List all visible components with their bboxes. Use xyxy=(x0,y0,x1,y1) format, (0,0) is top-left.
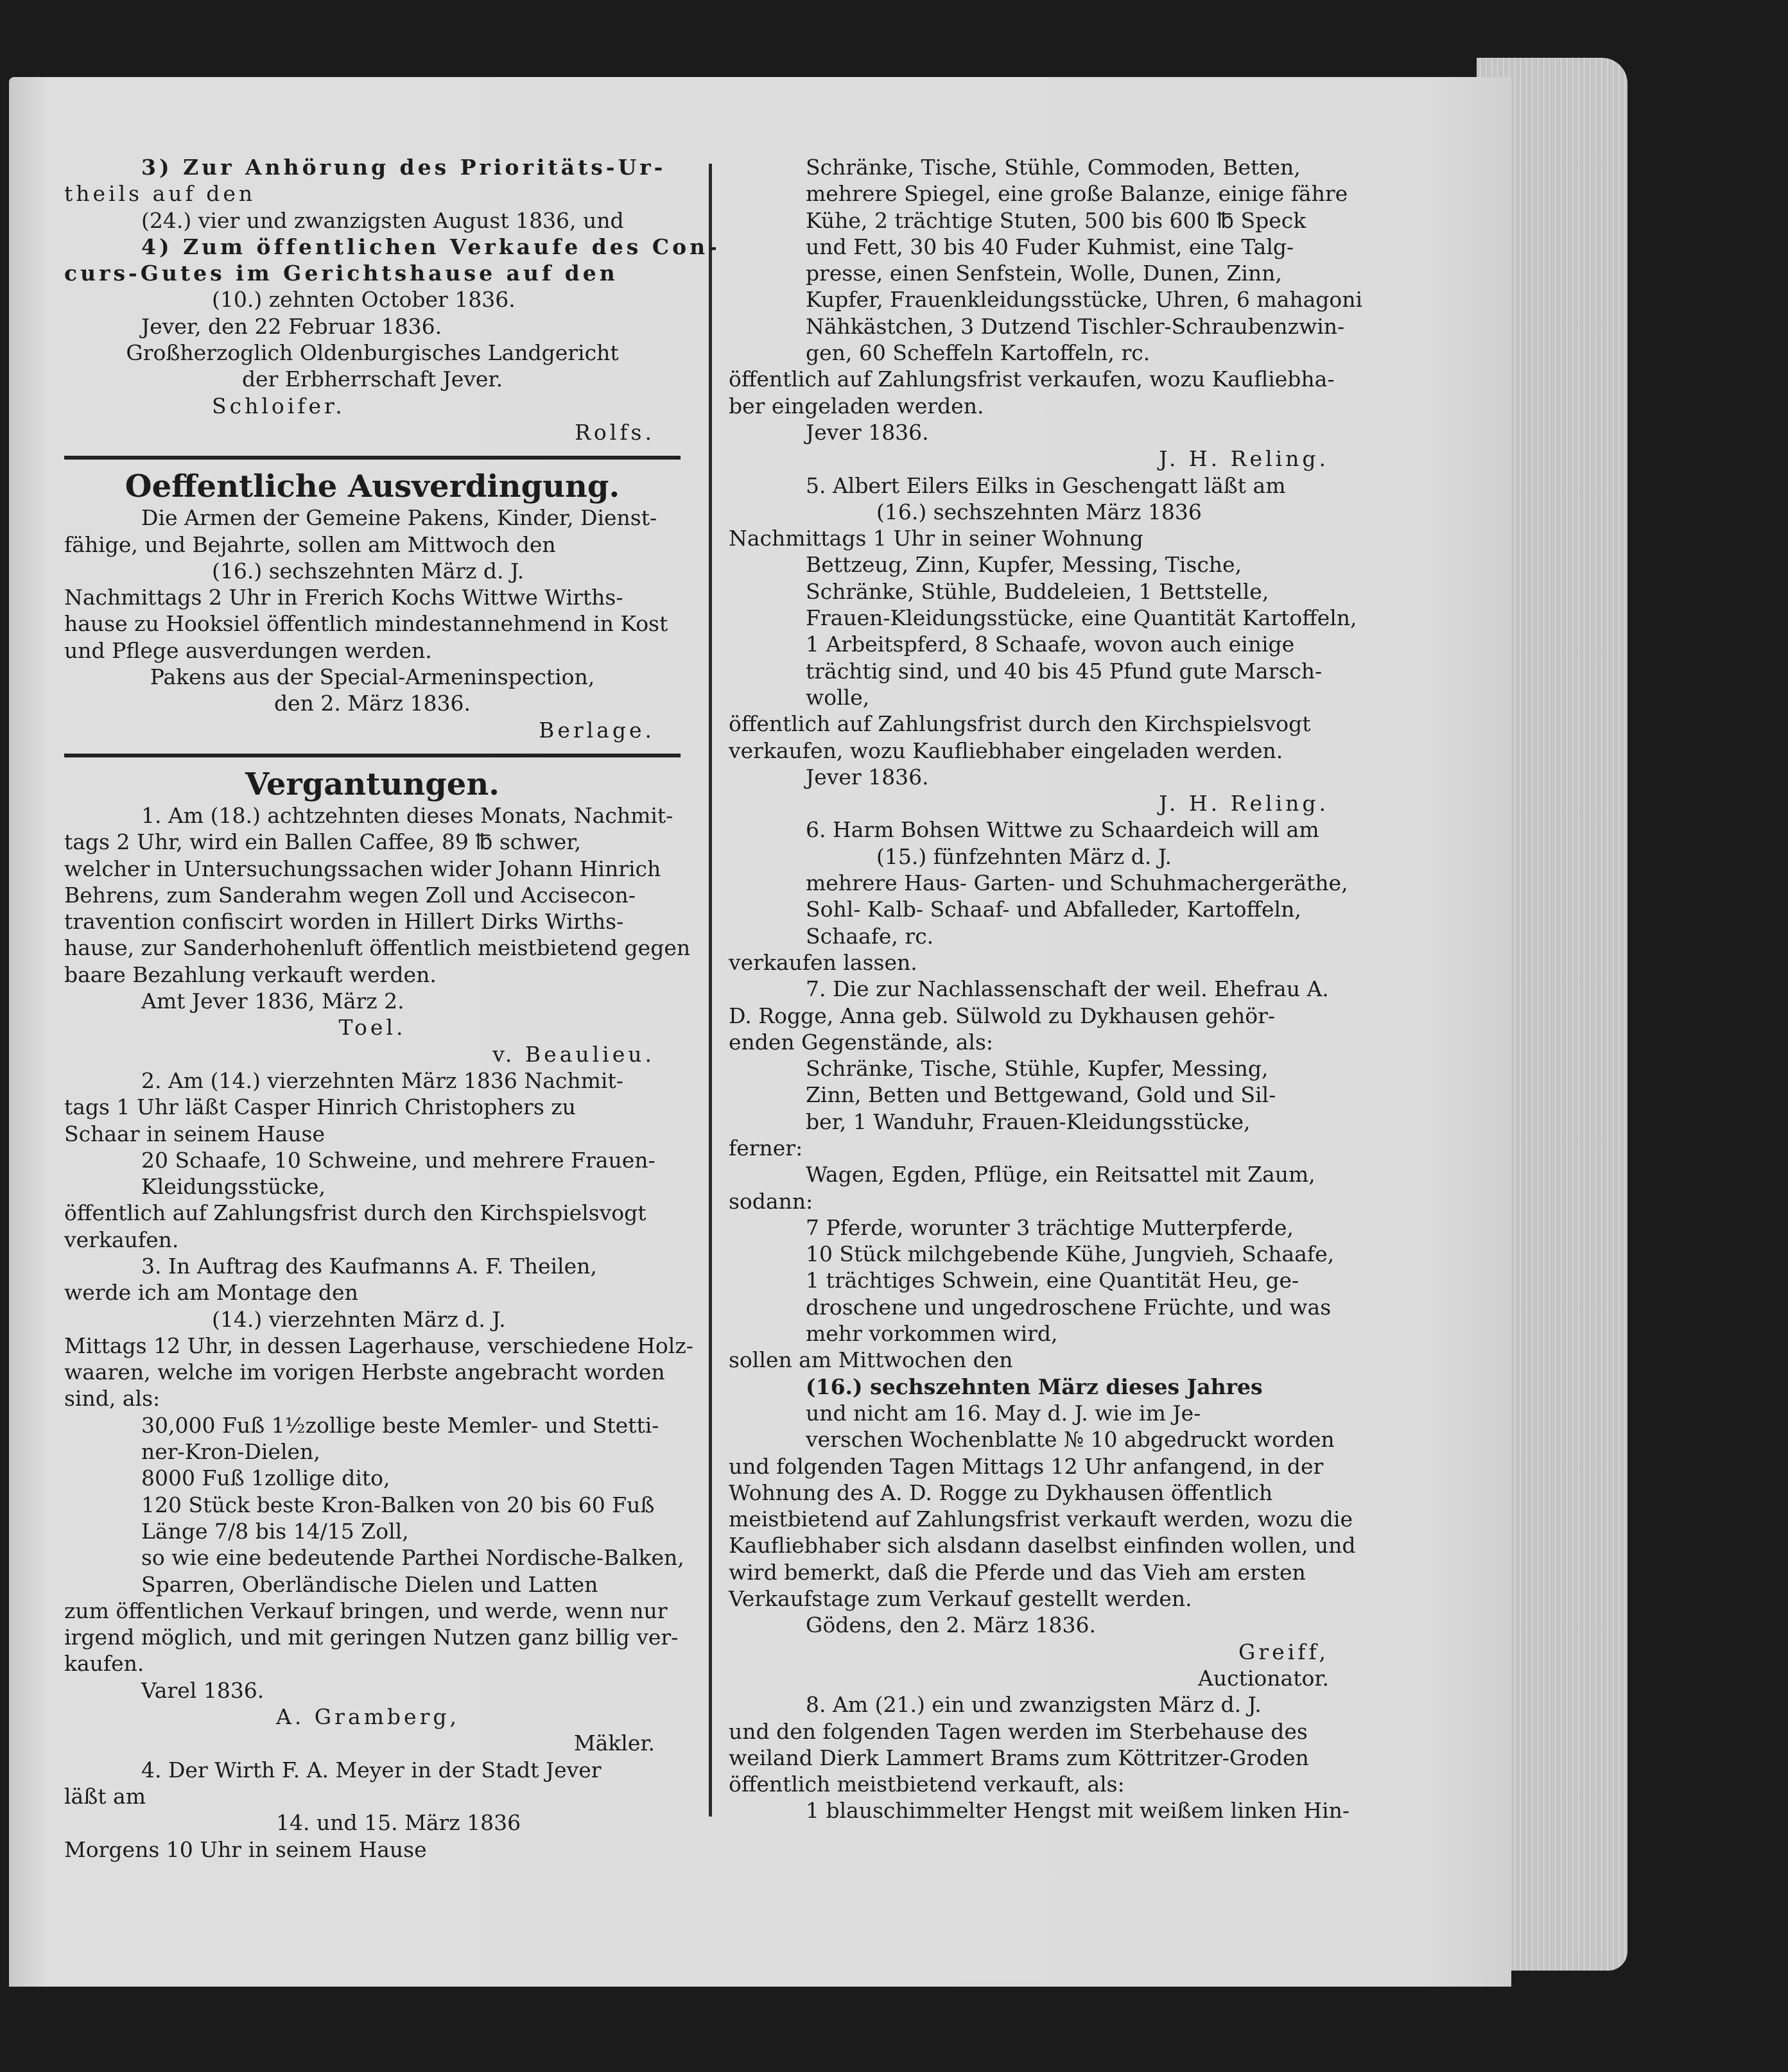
text-line: verschen Wochenblatte № 10 abgedruckt worden xyxy=(806,1427,1335,1453)
text-line: und Fett, 30 bis 40 Fuder Kuhmist, eine Talg- xyxy=(806,234,1294,259)
text-line: Sohl- Kalb- Schaaf- und Abfalleder, Kartoffeln, xyxy=(806,897,1301,922)
text-line: (16.) sechszehnten März d. J. xyxy=(212,558,525,583)
text-line: sodann: xyxy=(729,1188,813,1214)
text-line: Sparren, Oberländische Dielen und Latten xyxy=(141,1571,598,1597)
text-line: irgend möglich, und mit geringen Nutzen ganz billig ver- xyxy=(64,1625,679,1650)
text-line: Gödens, den 2. März 1836. xyxy=(806,1612,1097,1638)
text-line: der Erbherrschaft Jever. xyxy=(241,367,503,392)
text-line: (15.) fünfzehnten März d. J. xyxy=(876,843,1172,869)
text-line: Schaar in seinem Hause xyxy=(64,1121,325,1146)
text-line: Nachmittags 1 Uhr in seiner Wohnung xyxy=(729,526,1143,551)
text-line: Jever, den 22 Februar 1836. xyxy=(141,313,442,339)
text-line: mehr vorkommen wird, xyxy=(806,1321,1058,1347)
text-line: und nicht am 16. May d. J. wie im Je- xyxy=(806,1400,1201,1426)
text-line: Frauen-Kleidungsstücke, eine Quantität Kartoffeln, xyxy=(806,605,1357,631)
signature: Schloifer. xyxy=(212,393,345,419)
text-line: 3. In Auftrag des Kaufmanns A. F. Theilen, xyxy=(141,1253,597,1279)
text-line: droschene und ungedroschene Früchte, und was xyxy=(806,1294,1332,1320)
text-line: 8. Am (21.) ein und zwanzigsten März d. J. xyxy=(806,1692,1262,1718)
text-line: zum öffentlichen Verkauf bringen, und werde, wenn nur xyxy=(64,1598,668,1623)
text-line: weiland Dierk Lammert Brams zum Köttritzer-Groden xyxy=(729,1745,1309,1770)
text-line: und folgenden Tagen Mittags 12 Uhr anfangend, in der xyxy=(729,1453,1324,1479)
text-line: mehrere Spiegel, eine große Balanze, einige fähre xyxy=(806,181,1348,207)
text-line: enden Gegenstände, als: xyxy=(729,1029,994,1055)
signature: Auctionator. xyxy=(1198,1665,1329,1691)
text-line: tags 1 Uhr läßt Casper Hinrich Christophers zu xyxy=(64,1094,576,1120)
signature: Toel. xyxy=(338,1015,406,1040)
text-line: 10 Stück milchgebende Kühe, Jungvieh, Schaafe, xyxy=(806,1241,1335,1267)
text-line: Morgens 10 Uhr in seinem Hause xyxy=(64,1836,427,1862)
text-line: Die Armen der Gemeine Pakens, Kinder, Dienst- xyxy=(141,505,657,531)
text-line: 20 Schaafe, 10 Schweine, und mehrere Frauen- xyxy=(141,1147,655,1173)
text-line: mehrere Haus- Garten- und Schuhmachergeräthe, xyxy=(806,870,1348,896)
text-line: Schaafe, rc. xyxy=(806,923,934,949)
text-line: Mittags 12 Uhr, in dessen Lagerhause, verschiedene Holz- xyxy=(64,1333,693,1358)
text-line: 7 Pferde, worunter 3 trächtige Mutterpferde, xyxy=(806,1214,1294,1240)
text-line: verkaufen. xyxy=(64,1227,179,1252)
text-line: hause zu Hooksiel öffentlich mindestannehmend in Kost xyxy=(64,611,668,637)
text-line: sollen am Mittwochen den xyxy=(729,1347,1013,1373)
text-line: Nähkästchen, 3 Dutzend Tischler-Schraubenzwin- xyxy=(806,313,1345,339)
text-line: Verkaufstage zum Verkauf gestellt werden. xyxy=(729,1586,1192,1612)
signature: Mäkler. xyxy=(573,1731,655,1756)
text-line: (14.) vierzehnten März d. J. xyxy=(212,1306,506,1332)
signature: J. H. Reling. xyxy=(1159,791,1329,816)
text-line: gen, 60 Scheffeln Kartoffeln, rc. xyxy=(806,340,1150,366)
text-line: trächtig sind, und 40 bis 45 Pfund gute Marsch- xyxy=(806,658,1323,684)
text-line: Wohnung des A. D. Rogge zu Dykhausen öffentlich xyxy=(729,1480,1273,1505)
section-rule xyxy=(64,456,681,460)
text-line: und Pflege ausverdungen werden. xyxy=(64,637,432,663)
text-line: 2. Am (14.) vierzehnten März 1836 Nachmit- xyxy=(141,1067,623,1093)
signature: Greiff, xyxy=(1238,1639,1329,1664)
text-line: läßt am xyxy=(64,1783,146,1809)
text-line: Zinn, Betten und Bettgewand, Gold und Sil- xyxy=(806,1082,1276,1108)
text-line: und den folgenden Tagen werden im Sterbehause des xyxy=(729,1718,1308,1744)
right-column xyxy=(729,154,1363,1824)
text-line: 1 Arbeitspferd, 8 Schaafe, wovon auch einige xyxy=(806,632,1295,657)
text-line: fähige, und Bejahrte, sollen am Mittwoch den xyxy=(64,531,556,557)
text-line: curs-Gutes im Gerichtshause auf den xyxy=(64,261,618,286)
text-line: verkaufen, wozu Kaufliebhaber eingeladen werden. xyxy=(729,738,1283,763)
text-line: theils auf den xyxy=(64,181,256,207)
text-line: waaren, welche im vorigen Herbste angebracht worden xyxy=(64,1360,665,1385)
text-line: Wagen, Egden, Pflüge, ein Reitsattel mit Zaum, xyxy=(806,1162,1315,1187)
signature: v. Beaulieu. xyxy=(492,1041,655,1067)
text-line: Pakens aus der Special-Armeninspection, xyxy=(150,664,595,690)
text-line: 4) Zum öffentlichen Verkaufe des Con- xyxy=(141,234,720,259)
column-divider xyxy=(709,164,712,1817)
text-line: travention confiscirt worden in Hillert Dirks Wirths- xyxy=(64,909,624,935)
text-line: 14. und 15. März 1836 xyxy=(276,1810,521,1836)
text-line: Länge 7/8 bis 14/15 Zoll, xyxy=(141,1518,409,1544)
text-line: 6. Harm Bohsen Wittwe zu Schaardeich will am xyxy=(806,817,1319,843)
text-line: Amt Jever 1836, März 2. xyxy=(141,989,404,1014)
text-line: Schränke, Tische, Stühle, Kupfer, Messing, xyxy=(806,1056,1269,1082)
text-line: ferner: xyxy=(729,1135,803,1161)
text-line: Behrens, zum Sanderahm wegen Zoll und Accisecon- xyxy=(64,882,636,908)
text-line: öffentlich auf Zahlungsfrist durch den Kirchspielsvogt xyxy=(64,1200,647,1226)
text-line: Kupfer, Frauenkleidungsstücke, Uhren, 6 mahagoni xyxy=(806,287,1363,313)
text-line: tags 2 Uhr, wird ein Ballen Caffee, 89 ℔ schwer, xyxy=(64,829,581,855)
text-line: den 2. März 1836. xyxy=(274,691,471,716)
signature: A. Gramberg, xyxy=(276,1704,460,1730)
text-line: sind, als: xyxy=(64,1386,161,1412)
text-line: 3) Zur Anhörung des Prioritäts-Ur- xyxy=(141,155,666,180)
text-line: presse, einen Senfstein, Wolle, Dunen, Zinn, xyxy=(806,261,1282,286)
text-line: kaufen. xyxy=(64,1651,144,1677)
text-line: Jever 1836. xyxy=(806,419,929,445)
text-line: Nachmittags 2 Uhr in Frerich Kochs Wittwe Wirths- xyxy=(64,585,623,610)
text-line: öffentlich meistbietend verkauft, als: xyxy=(729,1772,1125,1797)
text-line: wolle, xyxy=(806,684,870,710)
text-line: Schränke, Stühle, Buddeleien, 1 Bettstelle, xyxy=(806,578,1269,604)
signature: Rolfs. xyxy=(575,419,655,445)
text-line: (10.) zehnten October 1836. xyxy=(212,287,516,313)
signature: Berlage. xyxy=(539,717,655,743)
text-line: werde ich am Montage den xyxy=(64,1280,358,1306)
text-line: so wie eine bedeutende Parthei Nordische-Balken, xyxy=(141,1545,684,1571)
text-line: Jever 1836. xyxy=(806,764,929,790)
text-line: wird bemerkt, daß die Pferde und das Vieh am ersten xyxy=(729,1559,1306,1585)
text-line: (16.) sechszehnten März dieses Jahres xyxy=(806,1374,1263,1399)
text-line: 7. Die zur Nachlassenschaft der weil. Ehefrau A. xyxy=(806,976,1329,1002)
text-line: ner-Kron-Dielen, xyxy=(141,1439,320,1465)
text-line: 30,000 Fuß 1½zollige beste Memler- und Stetti- xyxy=(141,1412,659,1438)
text-line: Großherzoglich Oldenburgisches Landgericht xyxy=(126,340,619,366)
signature: J. H. Reling. xyxy=(1159,446,1329,472)
text-line: 120 Stück beste Kron-Balken von 20 bis 60 Fuß xyxy=(141,1492,655,1517)
section-rule xyxy=(64,754,681,757)
text-line: 4. Der Wirth F. A. Meyer in der Stadt Jever xyxy=(141,1757,602,1783)
text-line: verkaufen lassen. xyxy=(729,949,917,975)
text-line: meistbietend auf Zahlungsfrist verkauft werden, wozu die xyxy=(729,1507,1353,1532)
text-line: Kühe, 2 trächtige Stuten, 500 bis 600 ℔ Speck xyxy=(806,207,1306,233)
text-line: (16.) sechszehnten März 1836 xyxy=(876,499,1202,524)
text-line: 1 blauschimmelter Hengst mit weißem linken Hin- xyxy=(806,1798,1350,1824)
text-line: öffentlich auf Zahlungsfrist durch den Kirchspielsvogt xyxy=(729,711,1311,737)
text-line: Kleidungsstücke, xyxy=(141,1174,325,1200)
text-line: welcher in Untersuchungssachen wider Johann Hinrich xyxy=(64,856,661,881)
text-line: Bettzeug, Zinn, Kupfer, Messing, Tische, xyxy=(806,552,1242,578)
text-line: Schränke, Tische, Stühle, Commoden, Betten, xyxy=(806,155,1301,180)
text-line: baare Bezahlung verkauft werden. xyxy=(64,962,437,987)
section-heading: Vergantungen. xyxy=(245,766,499,802)
text-line: 1. Am (18.) achtzehnten dieses Monats, Nachmit- xyxy=(141,802,673,828)
text-line: 8000 Fuß 1zollige dito, xyxy=(141,1465,390,1491)
text-line: 5. Albert Eilers Eilks in Geschengatt läßt am xyxy=(806,472,1286,498)
text-line: öffentlich auf Zahlungsfrist verkaufen, wozu Kaufliebha- xyxy=(729,367,1335,392)
text-line: (24.) vier und zwanzigsten August 1836, und xyxy=(141,207,624,233)
left-column xyxy=(64,154,720,1863)
text-line: ber eingeladen werden. xyxy=(729,393,984,419)
text-line: Kaufliebhaber sich alsdann daselbst einfinden wollen, und xyxy=(729,1533,1356,1558)
text-line: D. Rogge, Anna geb. Sülwold zu Dykhausen gehör- xyxy=(729,1003,1276,1028)
text-line: 1 trächtiges Schwein, eine Quantität Heu, ge- xyxy=(806,1268,1299,1293)
text-line: hause, zur Sanderhohenluft öffentlich meistbietend gegen xyxy=(64,935,691,961)
text-line: Varel 1836. xyxy=(141,1677,265,1703)
section-heading: Oeffentliche Ausverdingung. xyxy=(125,469,620,505)
text-line: ber, 1 Wanduhr, Frauen-Kleidungsstücke, xyxy=(806,1109,1251,1134)
